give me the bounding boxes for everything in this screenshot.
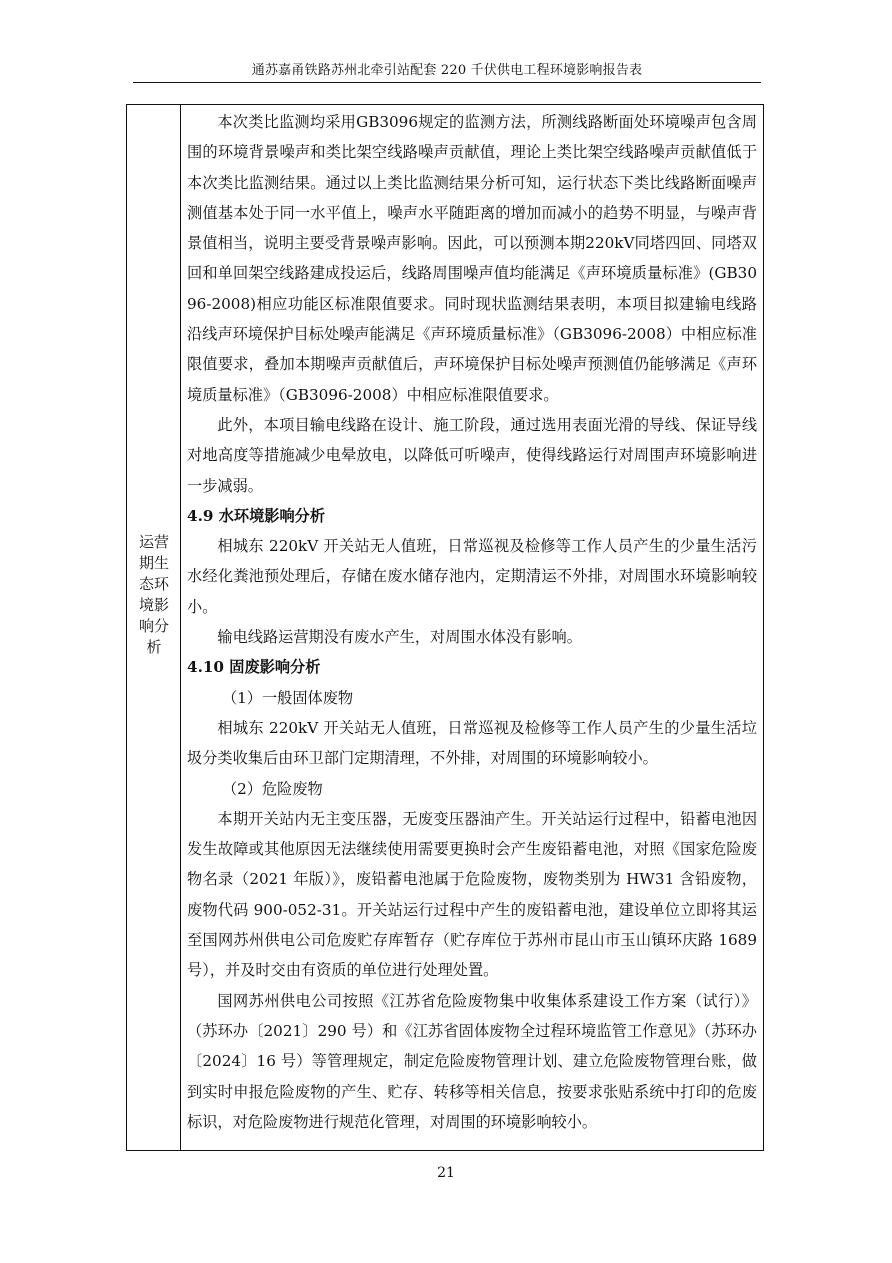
table-content-cell — [187, 107, 757, 1137]
paragraph-water-line: 输电线路运营期没有废水产生，对周围水体没有影响。 — [217, 628, 582, 647]
subheading-hazardous-waste: （2）危险废物 — [221, 779, 323, 798]
row-label: 运营期生态环境影响分析 — [138, 533, 169, 656]
paragraph-noise-mitigation: 此外，本项目输电线路在设计、施工阶段，通过选用表面光滑的导线、保证导线对地高度等措施减少电晕放电，以降低可听噪声，使得线路运行对周围声环境影响进一步减弱。 — [187, 415, 757, 495]
subheading-general-waste: （1）一般固体废物 — [221, 688, 354, 707]
table-column-divider — [180, 104, 181, 1151]
header-rule — [133, 82, 761, 83]
document-header-title: 通苏嘉甬铁路苏州北牵引站配套 220 千伏供电工程环境影响报告表 — [251, 63, 643, 78]
section-heading-water: 4.9 水环境影响分析 — [187, 506, 326, 525]
paragraph-hazardous-management: 国网苏州供电公司按照《江苏省危险废物集中收集体系建设工作方案（试行）》（苏环办〔2021〕290 号）和《江苏省固体废物全过程环境监管工作意见》（苏环办〔2024〕16 号）等管理规定，制定危险废物管理计划、建立危险废物管理台账，做到实时申报危险废物的产生、贮存、转移等相关信息，按要求张贴系统中打印的危废标识，对危险废物进行规范化管理，对周围的环境影响较小。 — [187, 991, 757, 1131]
section-heading-solid-waste: 4.10 固废影响分析 — [187, 658, 321, 677]
paragraph-noise-analysis: 本次类比监测均采用GB3096规定的监测方法，所测线路断面处环境噪声包含周围的环境背景噪声和类比架空线路噪声贡献值，理论上类比架空线路噪声贡献值低于本次类比监测结果。通过以上类比监测结果分析可知，运行状态下类比线路断面噪声测值基本处于同一水平值上，噪声水平随距离的增加而减小的趋势不明显，与噪声背景值相当，说明主要受背景噪声影响。因此，可以预测本期220kV同塔四回、同塔双回和单回架空线路建成投运后，线路周围噪声值均能满足《声环境质量标准》(GB3096-2008)相应功能区标准限值要求。同时现状监测结果表明，本项目拟建输电线路沿线声环境保护目标处噪声能满足《声环境质量标准》（GB3096-2008）中相应标准限值要求，叠加本期噪声贡献值后，声环境保护目标处噪声预测值仍能够满足《声环境质量标准》（GB3096-2008）中相应标准限值要求。 — [187, 113, 757, 404]
page-number: 21 — [437, 1165, 455, 1181]
paragraph-general-waste: 相城东 220kV 开关站无人值班，日常巡视及检修等工作人员产生的少量生活垃圾分类收集后由环卫部门定期清理，不外排，对周围的环境影响较小。 — [187, 718, 757, 768]
paragraph-water-station: 相城东 220kV 开关站无人值班，日常巡视及检修等工作人员产生的少量生活污水经化粪池预处理后，存储在废水储存池内，定期清运不外排，对周围水环境影响较小。 — [187, 537, 757, 616]
paragraph-hazardous-waste: 本期开关站内无主变压器，无废变压器油产生。开关站运行过程中，铅蓄电池因发生故障或其他原因无法继续使用需要更换时会产生废铅蓄电池，对照《国家危险废物名录（2021 年版）》，废铅蓄电池属于危险废物，废物类别为 HW31 含铅废物，废物代码 900-052-31。开关站运行过程中产生的废铅蓄电池，建设单位立即将其运至国网苏州供电公司危废贮存库暂存（贮存库位于苏州市昆山市玉山镇环庆路 1689 号），并及时交由有资质的单位进行处理处置。 — [187, 809, 757, 980]
